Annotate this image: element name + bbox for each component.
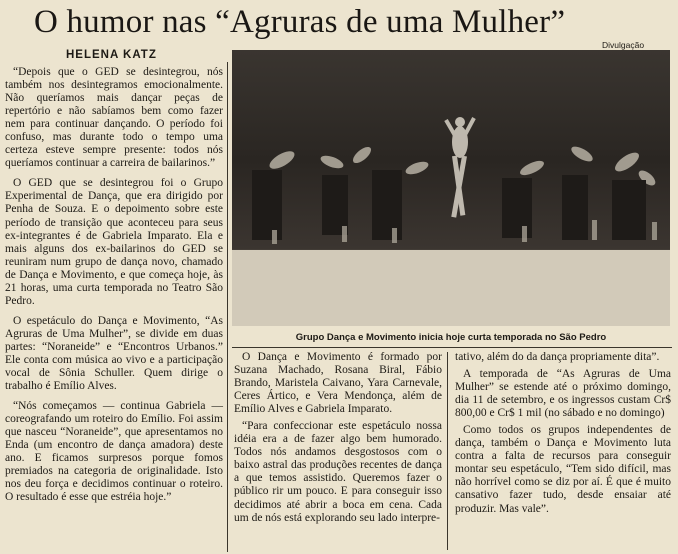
- paragraph: A temporada de “As Agruras de Uma Mulher” se estende até o próximo domingo, dia 11 de setembro, e os ingressos custam Cr$ 800,00 e Cr$ 1 mil (no sábado e no domingo): [455, 368, 671, 420]
- paragraph: Como todos os grupos independentes de dança, também o Dança e Movimento luta contra a falta de recursos para conseguir montar seu espetáculo, “Tem sido difícil, mas não horrível como se diz por aí. É que é muito cansativo fazer tudo, desde ensaiar até produzir. Mas vale”.: [455, 424, 671, 515]
- column-divider-left: [227, 62, 228, 552]
- photo-credit: Divulgação: [602, 40, 645, 50]
- caption-rule: [232, 347, 672, 348]
- dancers-image: [232, 50, 670, 326]
- column-divider-mid: [447, 352, 448, 550]
- dance-photo: [232, 50, 670, 326]
- byline: HELENA KATZ: [66, 49, 157, 61]
- paragraph: O espetáculo do Dança e Movimento, “As Agruras de Uma Mulher”, se divide em duas partes: “Noraneide” e “Encontros Urbanos.” Ele conta com música ao vivo e a participação vocal de Sônia Schuller. Quem dirige o trabalho é Emílio Alves.: [5, 314, 223, 393]
- headline: O humor nas “Agruras de uma Mulher”: [34, 4, 566, 40]
- column-1: [5, 66, 223, 554]
- column-2: [234, 351, 442, 551]
- photo-caption: Grupo Dança e Movimento inicia hoje curta temporada no São Pedro: [295, 332, 607, 343]
- paragraph: “Depois que o GED se desintegrou, nós também nos desintegramos emocionalmente. Não queríamos mais dançar peças de repertório e não sabíamos bem como fazer nem para continuar dançando. O período foi confuso, mas durante todo o tempo uma certeza esteve sempre presente: todos nós queríamos continuar a carreira de bailarinos.”: [5, 66, 223, 170]
- paragraph: “Nós começamos — continua Gabriela — coreografando um roteiro do Emílio. Foi assim que nasceu “Noraneide”, que apresentamos no Enda (um encontro de dança amadora) deste ano. E ficamos surpresos porque fomos premiados na categoria de originalidade. Isto nos deu força e decidimos continuar o roteiro. O resultado é esse que estréia hoje.”: [5, 400, 223, 504]
- paragraph: O Dança e Movimento é formado por Suzana Machado, Rosana Biral, Fábio Brando, Maristela Caivano, Yara Carnevale, Ceres Ártico, e Vera Mendonça, além de Emílio Alves e Gabriela Imparato.: [234, 351, 442, 416]
- paragraph: “Para confeccionar este espetáculo nossa idéia era a de fazer algo bem humorado. Todos nós andamos desgostosos com o baixo astral das produções recentes de dança a que temos assistido. Queremos fazer o público rir um pouco. E para conseguir isso decidimos até abrir a boca em cena. Cada um de nós está explorando seu lado interpre-: [234, 420, 442, 524]
- column-3: [455, 351, 671, 551]
- paragraph: tativo, além do da dança propriamente dita”.: [455, 351, 660, 363]
- paragraph: O GED que se desintegrou foi o Grupo Experimental de Dança, que era dirigido por Penha de Souza. E o depoimento sobre este período de transição que aconteceu para seus ex-integrantes é de Gabriela Imparato. Ela e mais alguns dos ex-bailarinos do GED se reuniram num grupo de dança novo, chamado de Dança e Movimento, e que começa hoje, às 21 horas, uma curta temporada no Teatro São Pedro.: [5, 177, 223, 307]
